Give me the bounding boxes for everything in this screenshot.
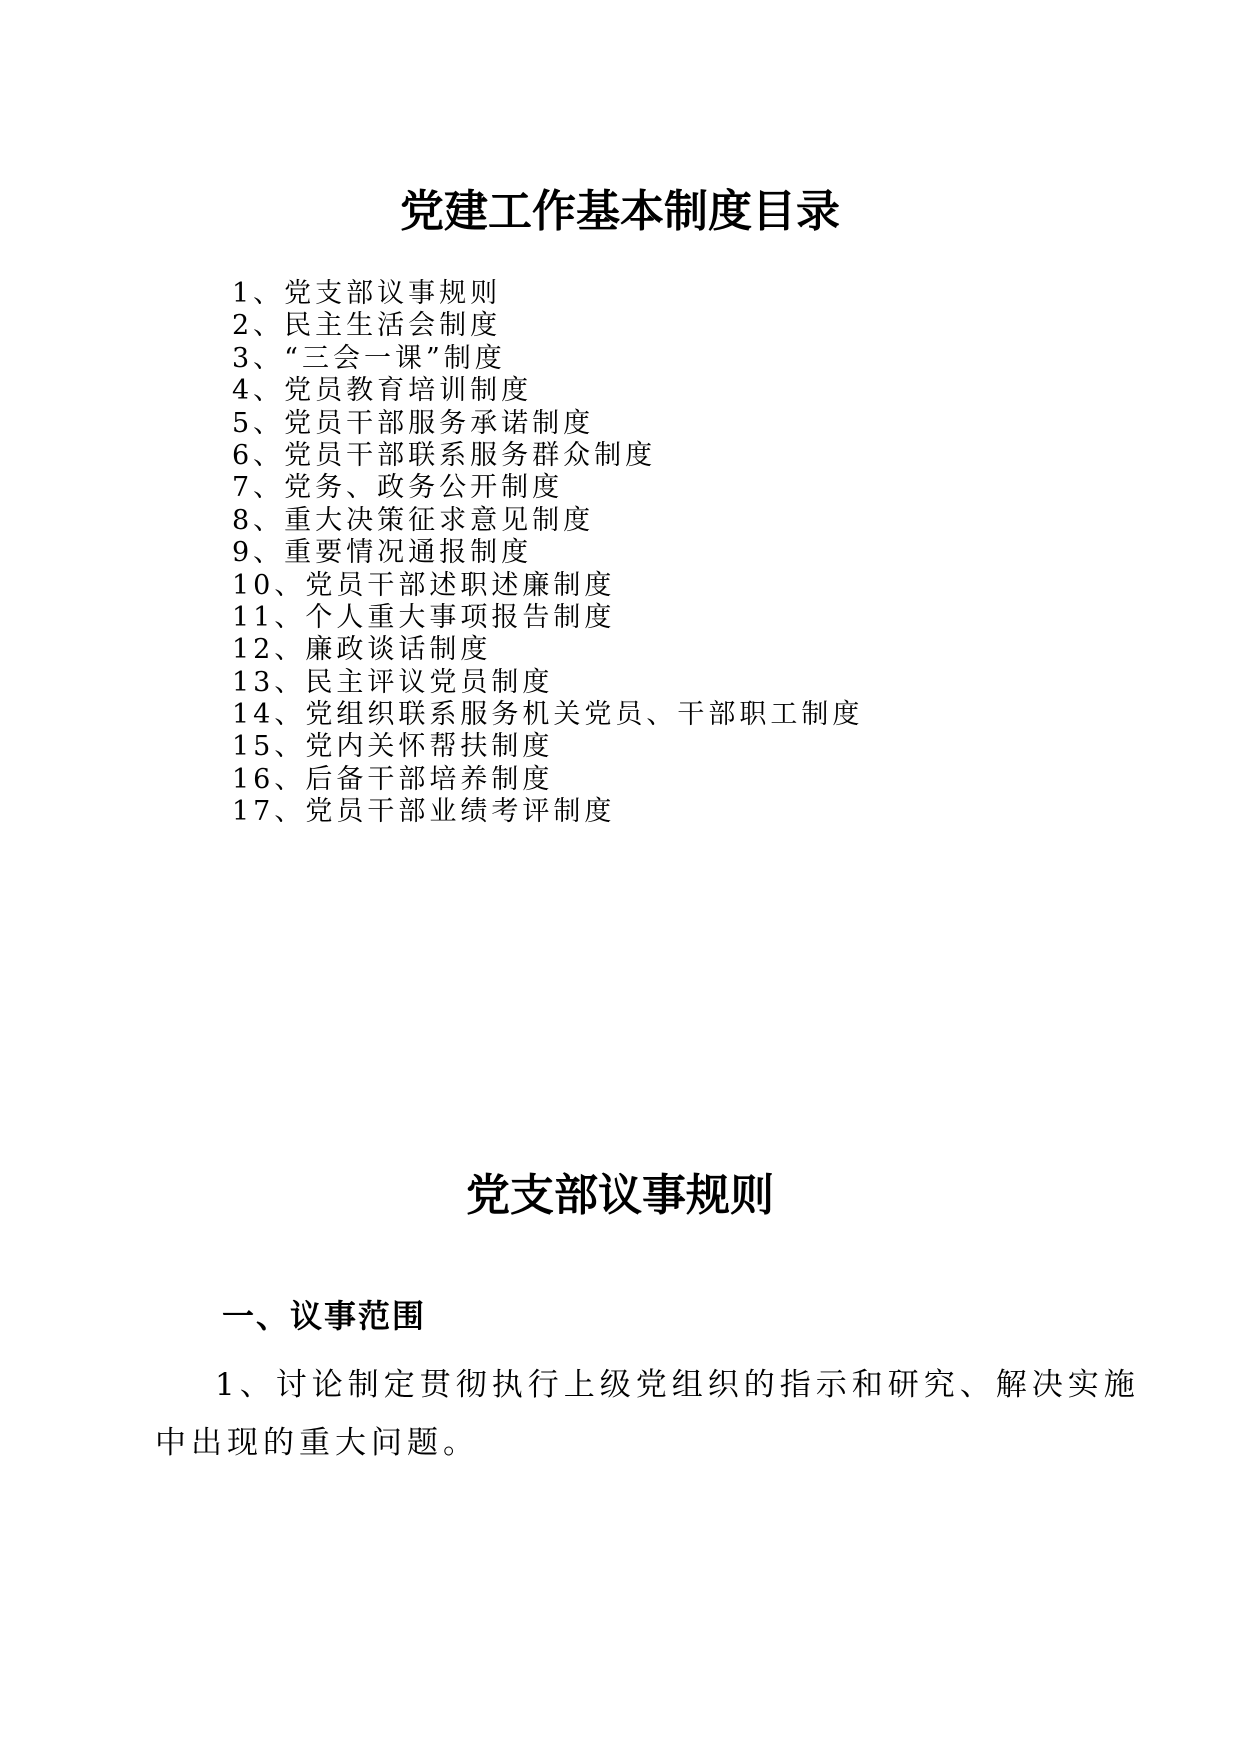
toc-item-8: 8、重大决策征求意见制度	[232, 504, 595, 536]
toc-title: 党建工作基本制度目录	[400, 186, 840, 237]
paragraph-line-2: 中出现的重大问题。	[155, 1425, 479, 1461]
toc-item-13: 13、民主评议党员制度	[232, 666, 554, 698]
toc-item-3: 3、“三会一课”制度	[232, 342, 506, 374]
toc-item-11: 11、个人重大事项报告制度	[232, 601, 616, 633]
toc-item-1: 1、党支部议事规则	[232, 278, 502, 309]
toc-item-2: 2、民主生活会制度	[232, 310, 502, 342]
section-title: 党支部议事规则	[466, 1170, 774, 1221]
toc-item-7: 7、党务、政务公开制度	[232, 472, 564, 504]
body-paragraph	[155, 1356, 1140, 1472]
section-heading: 一、议事范围	[222, 1297, 427, 1335]
toc-item-14: 14、党组织联系服务机关党员、干部职工制度	[232, 699, 864, 731]
paragraph-line-1: 1、讨论制定贯彻执行上级党组织的指示和研究、解决实施	[215, 1367, 1140, 1403]
toc-item-9: 9、重要情况通报制度	[232, 537, 533, 569]
toc-item-10: 10、党员干部述职述廉制度	[232, 569, 616, 601]
toc-item-15: 15、党内关怀帮扶制度	[232, 731, 554, 763]
toc-item-16: 16、后备干部培养制度	[232, 763, 554, 795]
toc-item-5: 5、党员干部服务承诺制度	[232, 407, 595, 439]
toc-item-4: 4、党员教育培训制度	[232, 375, 533, 407]
toc-item-6: 6、党员干部联系服务群众制度	[232, 439, 657, 471]
toc-item-17: 17、党员干部业绩考评制度	[232, 796, 616, 828]
toc-list	[232, 278, 863, 829]
toc-item-12: 12、廉政谈话制度	[232, 634, 492, 666]
